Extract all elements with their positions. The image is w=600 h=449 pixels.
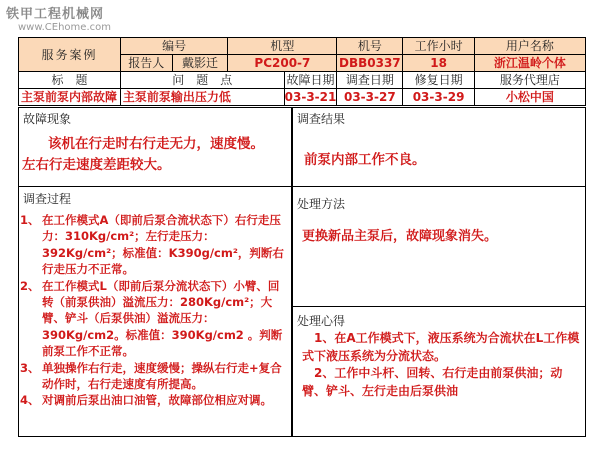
process-heading: 调查过程: [23, 192, 72, 206]
value-repair-date: 03-3-29: [403, 89, 475, 106]
value-issue: 主泵前泵输出压力低: [120, 89, 284, 106]
page-title: 服务案例: [19, 38, 121, 72]
method-heading: 处理方法: [297, 197, 346, 211]
fault-heading: 故障现象: [23, 112, 72, 126]
value-hours: 18: [403, 55, 475, 72]
label-customer: 用户名称: [474, 38, 585, 55]
value-reporter: 戴影迁: [172, 55, 228, 72]
label-issue: 问 题 点: [120, 72, 284, 89]
label-repair-date: 修复日期: [403, 72, 475, 89]
list-item: 2、工作中斗杆、回转、右行走由前泵供油；动臂、铲斗、左行走由后泵供油: [302, 366, 563, 398]
value-model: PC200-7: [228, 55, 337, 72]
list-item-text: 单独操作右行走，速度缓慢；操纵右行走+复合动作时，右行走速度有所提高。: [42, 360, 282, 392]
label-code: 编号: [120, 38, 228, 55]
label-serial: 机号: [337, 38, 403, 55]
method-text: 更换新品主泵后，故障现象消失。: [302, 229, 498, 244]
experience-list: [302, 330, 586, 400]
list-item-num: 4、: [20, 393, 40, 408]
value-fault-date: 03-3-21: [284, 90, 337, 104]
watermark-url: www.CEhome.com: [18, 22, 111, 33]
value-agent: 小松中国: [474, 89, 585, 106]
list-item-text: 对调前后泵出油口油管，故障部位相应对调。: [42, 393, 272, 408]
list-item-num: 1、: [20, 213, 40, 227]
header-table: [18, 37, 586, 106]
value-serial: DBB0337: [337, 55, 403, 72]
label-agent: 服务代理店: [474, 72, 585, 89]
list-item: [20, 392, 288, 408]
value-subject: 主泵前泵内部故障: [19, 89, 121, 106]
process-list: [20, 212, 288, 409]
list-item: [20, 212, 288, 278]
result-text: 前泵内部工作不良。: [304, 152, 426, 168]
experience-heading: 处理心得: [297, 314, 346, 328]
label-fault-date: 故障日期: [284, 72, 337, 89]
value-survey-date: 03-3-27: [337, 89, 403, 106]
label-model: 机型: [228, 38, 337, 55]
label-reporter: 报告人: [120, 55, 172, 72]
label-hours: 工作小时: [403, 38, 475, 55]
list-item-text: 在工作模式A（即前后泵合流状态下）右行走压力：310Kg/cm²；左行走压力：392Kg/cm²；标准值：K390g/cm²，判断右行走压力不正常。: [42, 213, 284, 277]
fault-line-1: 该机在行走时右行走无力，速度慢。: [48, 136, 264, 152]
list-item-num: 2、: [20, 278, 40, 293]
watermark-site: 铁甲工程机械网: [6, 7, 105, 22]
list-item: [20, 278, 288, 360]
list-item-num: 3、: [20, 360, 40, 375]
label-survey-date: 调查日期: [337, 72, 403, 89]
list-item-text: 在工作模式L（即前后泵分流状态下）小臂、回转（前泵供油）溢流压力：280Kg/cm²；大臂、铲斗（后泵供油）溢流压力：390Kg/cm2。标准值：390Kg/cm2 。判断前泵工作不正常。: [42, 278, 283, 359]
value-customer: 浙江温岭个体: [474, 55, 585, 72]
result-heading: 调查结果: [297, 112, 346, 126]
list-item: 1、在A工作模式下，液压系统为合流状在L工作模式下液压系统为分流状态。: [302, 331, 580, 363]
fault-line-2: 左右行走速度差距较大。: [22, 157, 171, 173]
list-item: [20, 360, 288, 393]
label-subject: 标 题: [19, 72, 121, 89]
